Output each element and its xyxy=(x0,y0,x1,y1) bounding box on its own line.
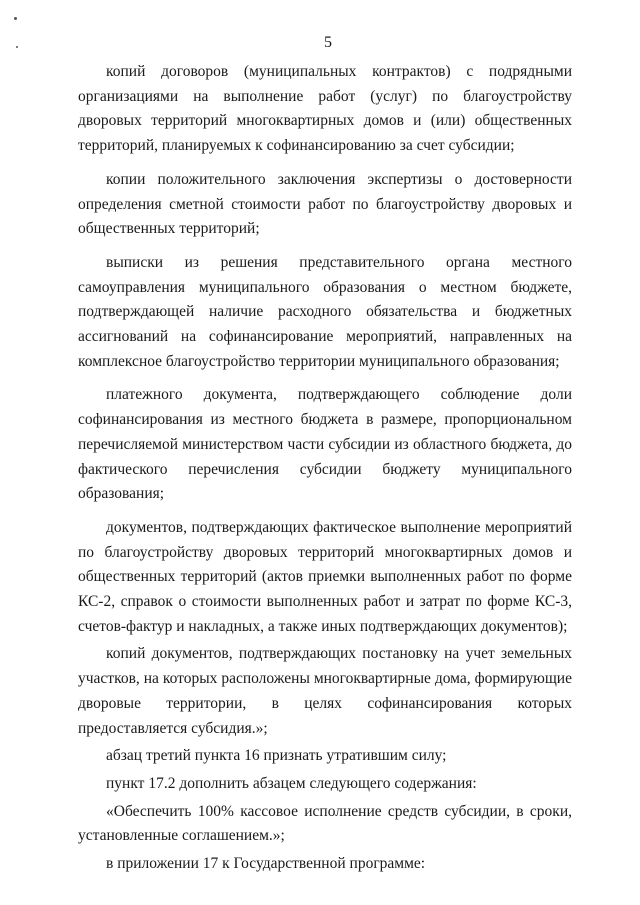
document-body xyxy=(78,60,572,877)
paragraph-appendix-17: в приложении 17 к Государственной программе: xyxy=(106,855,426,873)
paragraph-payment-document: платежного документа, подтверждающего соблюдение доли софинансирования из местного бюджета в размере, пропорциональном перечисляемой министерством части субсидии из областного бюджета, до фактического перечисления субсидии бюджету муниципального образования; xyxy=(78,386,572,503)
paragraph-land-registration: копий документов, подтверждающих постановку на учет земельных участков, на которых расположены многоквартирные дома, формирующие дворовые территории, в целях софинансирования которых предоставляется субсидия.»; xyxy=(78,645,572,737)
paragraph-clause-16: абзац третий пункта 16 признать утратившим силу; xyxy=(106,747,447,765)
paragraph-quoted-addition: «Обеспечить 100% кассовое исполнение средств субсидии, в сроки, установленные соглашением.»; xyxy=(78,802,572,845)
paragraph-completion-documents: документов, подтверждающих фактическое выполнение мероприятий по благоустройству дворовых территорий многоквартирных домов и общественных территорий (актов приемки выполненных работ по форме КС-2, справок о стоимости выполненных работ и затрат по форме КС-3, счетов-фактур и накладных, а также иных подтверждающих документов); xyxy=(78,518,572,635)
paragraph-contract-copies: копий договоров (муниципальных контрактов) с подрядными организациями на выполнение работ (услуг) по благоустройству дворовых территорий многоквартирных домов и (или) общественных территорий, планируемых к софинансированию за счет субсидии; xyxy=(78,63,572,155)
paragraph-clause-17-2: пункт 17.2 дополнить абзацем следующего содержания: xyxy=(106,774,477,792)
scan-speck xyxy=(14,17,17,20)
page-number: 5 xyxy=(324,34,332,51)
paragraph-budget-extract: выписки из решения представительного органа местного самоуправления муниципального образования о местном бюджете, подтверждающей наличие расходного обязательства и бюджетных ассигнований на софинансирование мероприятий, направленных на комплексное благоустройство территории муниципального образования; xyxy=(78,253,572,370)
paragraph-expertise-copies: копии положительного заключения экспертизы о достоверности определения сметной стоимости работ по благоустройству дворовых и общественных территорий; xyxy=(78,170,572,238)
